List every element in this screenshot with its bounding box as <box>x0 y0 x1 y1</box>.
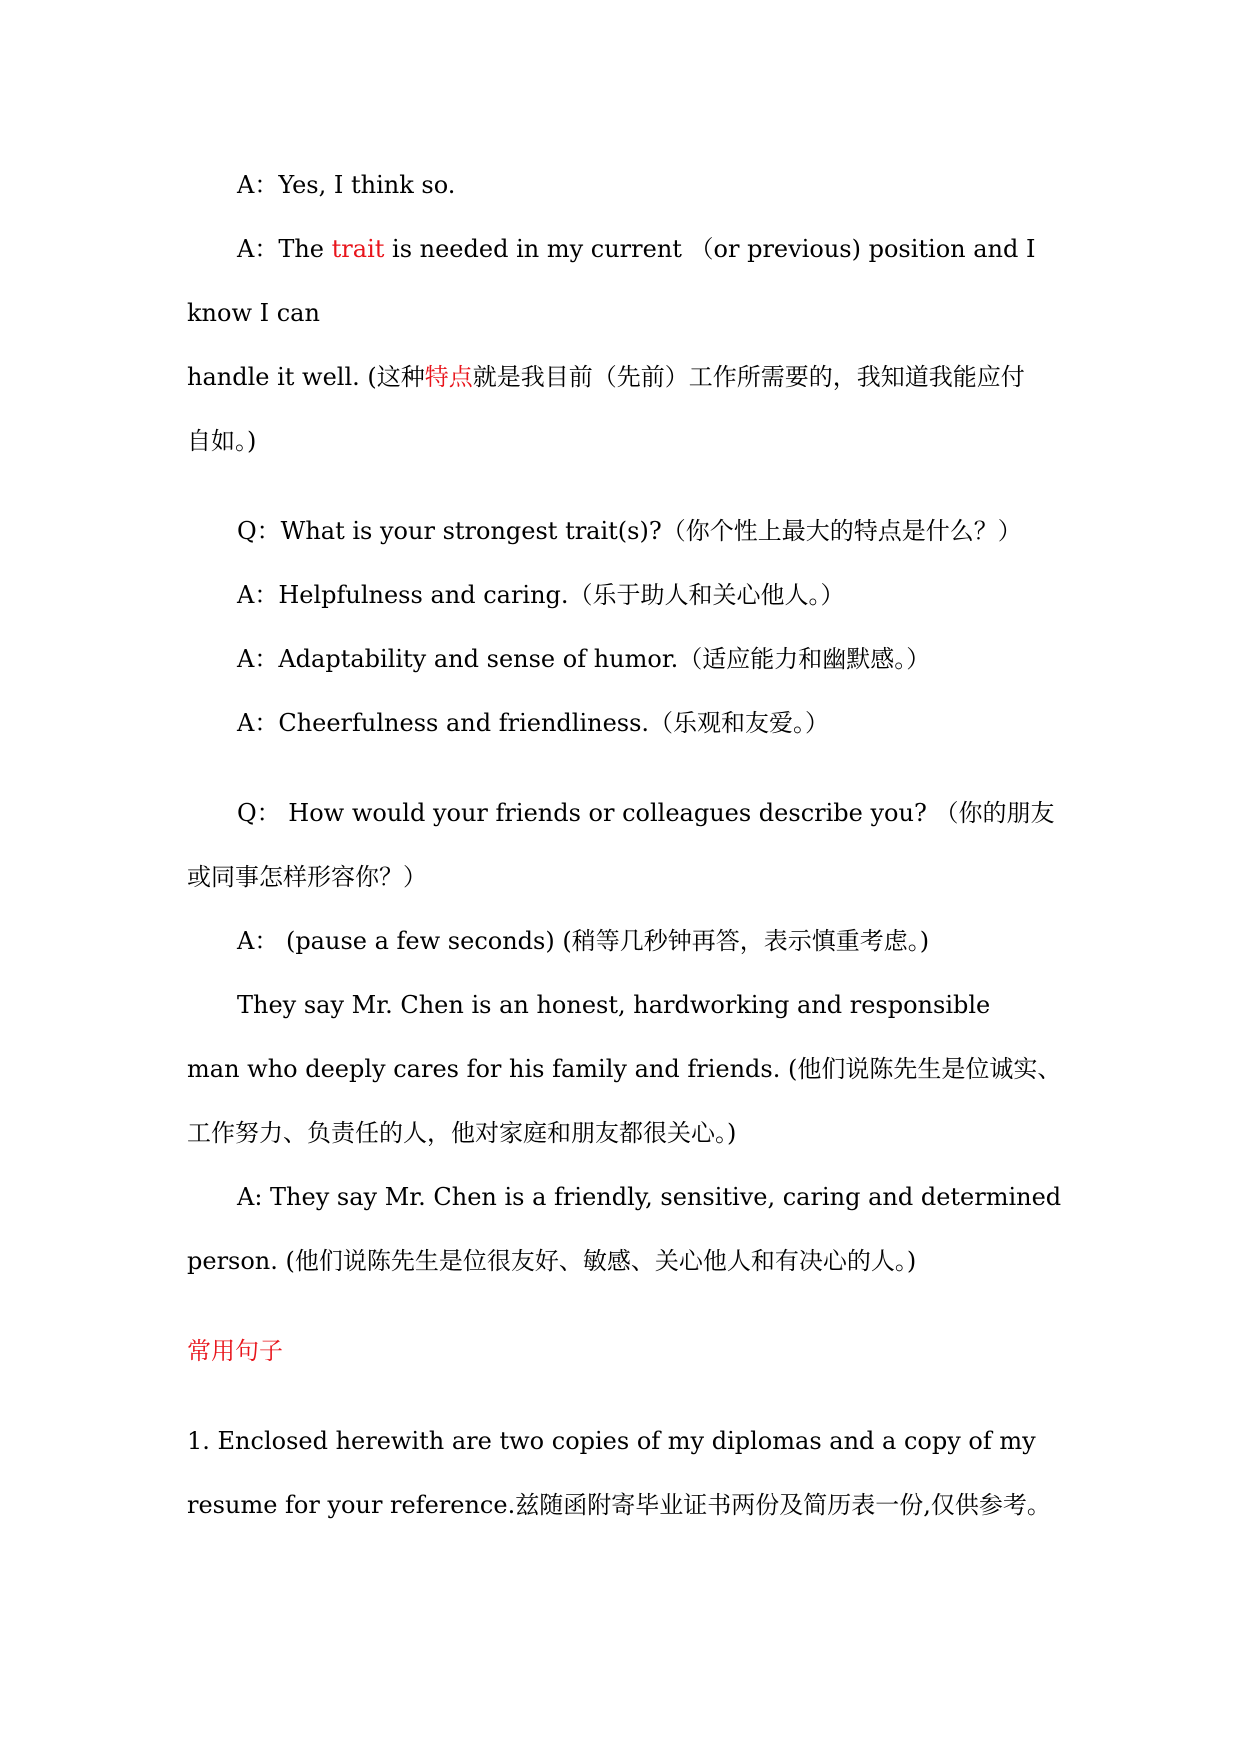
answer-line: A：Cheerfulness and friendliness.（乐观和友爱。） <box>237 709 830 737</box>
question-line-strongest-trait: Q：What is your strongest trait(s)?（你个性上最大的特点是什么？） <box>237 517 1022 545</box>
text-line: know I can <box>187 299 320 327</box>
highlight-word-tedian: 特点 <box>424 363 473 391</box>
question-line-friends: Q： How would your friends or colleagues describe you? （你的朋友 <box>237 799 1055 827</box>
answer-line: A: They say Mr. Chen is a friendly, sensitive, caring and determined <box>237 1183 1062 1211</box>
text-line: They say Mr. Chen is an honest, hardworking and responsible <box>237 991 991 1019</box>
text-line: man who deeply cares for his family and friends. (他们说陈先生是位诚实、 <box>187 1055 1062 1083</box>
text-line: 或同事怎样形容你？） <box>187 863 427 891</box>
text-line: 工作努力、负责任的人，他对家庭和朋友都很关心。) <box>187 1119 737 1147</box>
highlight-word-trait: trait <box>331 235 385 263</box>
answer-line: A：Helpfulness and caring.（乐于助人和关心他人。） <box>237 581 845 609</box>
text-line: resume for your reference.兹随函附寄毕业证书两份及简历表一份,仅供参考。 <box>187 1491 1051 1519</box>
section-heading: 常用句子 <box>187 1337 283 1365</box>
numbered-sentence: 1. Enclosed herewith are two copies of my diplomas and a copy of my <box>187 1427 1036 1455</box>
answer-line-trait: A：The trait is needed in my current （or previous) position and I <box>237 235 1036 263</box>
text-line: handle it well. (这种特点就是我目前（先前）工作所需要的，我知道我能应付 <box>187 363 1025 391</box>
answer-line-yes: A：Yes, I think so. <box>237 171 456 199</box>
answer-line: A： (pause a few seconds) (稍等几秒钟再答，表示慎重考虑。) <box>237 927 930 955</box>
text-line: 自如。) <box>187 427 257 455</box>
answer-line: A：Adaptability and sense of humor.（适应能力和幽默感。） <box>237 645 931 673</box>
text-line: person. (他们说陈先生是位很友好、敏感、关心他人和有决心的人。) <box>187 1247 917 1275</box>
